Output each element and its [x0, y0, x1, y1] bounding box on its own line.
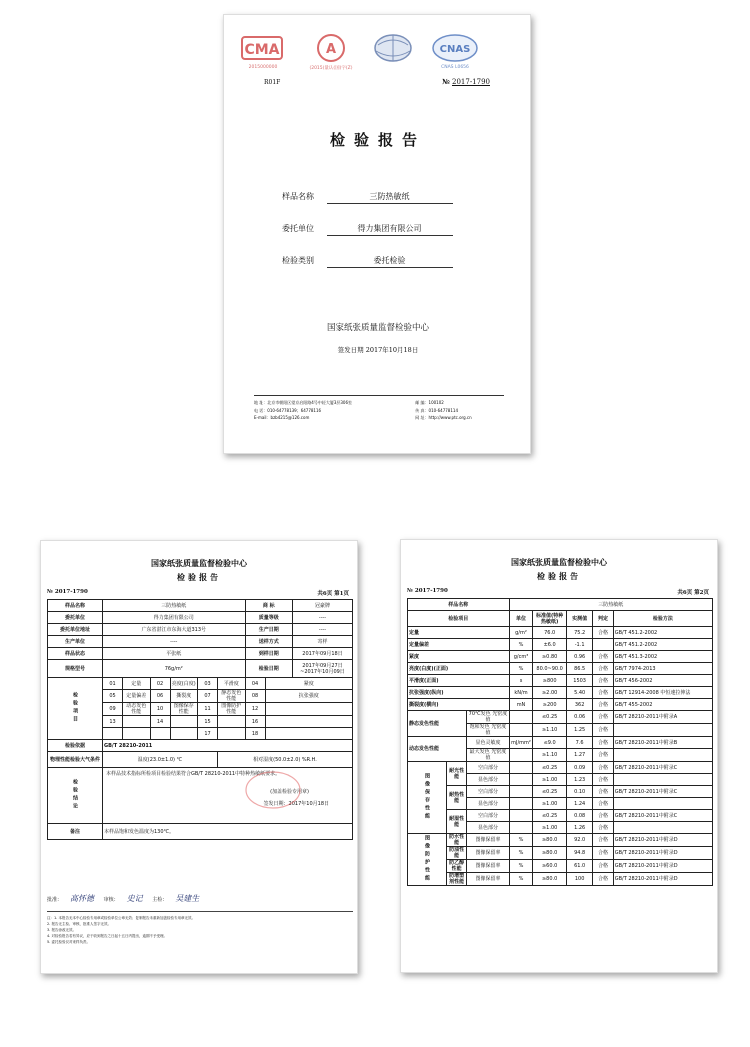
- table-row: 亮度(白度)(正面) % 80.0~90.0 86.5 合格 GB/T 7974-2013: [408, 663, 713, 675]
- report-number-value: 2017-1790: [452, 78, 490, 86]
- table-row: 平滑度(正面) s ≥800 1503 合格 GB/T 456-2002: [408, 675, 713, 687]
- cma-logo: [228, 33, 298, 70]
- signature-line: [47, 893, 353, 904]
- email-line: E-mail：bzb4215@126.com: [254, 415, 310, 420]
- table-row: 显色部分 ≥1.00 1.26 合格: [408, 822, 713, 834]
- table-row: 防增塑剂性能 图像保留率 % ≥80.0 100 合格 GB/T 28210-2011中附录D: [408, 873, 713, 886]
- table-row: 显色部分 ≥1.00 1.23 合格: [408, 774, 713, 786]
- results-table: [407, 598, 713, 886]
- report-page-1: [40, 540, 358, 974]
- tester-label: 主检：: [152, 897, 168, 903]
- field-label: 检验类别: [282, 256, 314, 265]
- table-row: 样品名称 三防热敏纸: [408, 599, 713, 611]
- page-title: 检验报告: [177, 572, 221, 582]
- page-title: 检验报告: [329, 131, 426, 149]
- postcode-line: 邮 编：100102: [415, 400, 444, 405]
- table-row: 样品名称 三防热敏纸 商 标 冠豪牌: [48, 600, 353, 612]
- sign-date: 签发日期：2017年10月18日: [263, 801, 329, 807]
- conclusion-text: 本样品技术指标所检项目检验结果符合GB/T 28210-2011中特种热敏纸要求。: [106, 771, 281, 777]
- approve-label: 批准：: [47, 897, 63, 903]
- report-page-2: [400, 539, 718, 973]
- table-row: 耐湿性能 空白部分 ≤0.25 0.08 合格 GB/T 28210-2011中附录C: [408, 810, 713, 822]
- fax-line: 传 真：010-64778114: [415, 407, 458, 413]
- page-count: 共6页 第2页: [677, 590, 709, 596]
- cover-page: [223, 14, 531, 454]
- page-org: 国家纸张质量监督检验中心: [151, 558, 247, 568]
- field-value: 三防热敏纸: [327, 191, 453, 204]
- table-row: 静态发色性能 70℃发色 光密度值 ≤0.25 0.06 合格 GB/T 28210-2011中附录A: [408, 711, 713, 724]
- tester-signature: 吴建生: [175, 894, 200, 903]
- table-row: 耐热性能 空白部分 ≤0.25 0.10 合格 GB/T 28210-2011中附录C: [408, 786, 713, 798]
- globe-icon: [358, 33, 428, 67]
- item-row: 13 14 15 16: [48, 716, 353, 728]
- test-type-field: [282, 255, 453, 268]
- address-block: [254, 395, 504, 422]
- table-row: 抗张强度(纵向) kN/m ≥2.00 5.40 合格 GB/T 12914-2008 中恒速拉伸法: [408, 687, 713, 699]
- ref-code: R01F: [264, 79, 281, 86]
- field-value: 得力集团有限公司: [327, 223, 453, 236]
- svg-text:A: A: [325, 42, 337, 57]
- items-label-cell: 检验项目: [48, 678, 103, 740]
- address-line: 地 址：北京市朝阳区望京启阳路4号中轻大厦3层306室: [254, 400, 352, 405]
- table-row: 紧度 g/cm³ ≥0.80 0.96 合格 GB/T 451.3-2002: [408, 651, 713, 663]
- table-row: 样品状态 平张纸 到样日期 2017年09月18日: [48, 648, 353, 660]
- info-table: [47, 599, 353, 840]
- stamp-note: (加盖检验专用章): [270, 789, 309, 795]
- table-row: 撕裂度(横向) mN ≥200 362 合格 GB/T 455-2002: [408, 699, 713, 711]
- basis-row: 检验依据 GB/T 28210-2011: [48, 740, 353, 752]
- item-row: 09 动态发色性能 10 图像保存性能 11 图像防护性能 12: [48, 703, 353, 716]
- cma-caption: 2015000000: [248, 65, 278, 70]
- review-signature: 史记: [126, 894, 143, 903]
- table-row: 规格型号 76g/m² 检验日期 2017年09月27日~2017年10月09日: [48, 660, 353, 678]
- table-row: 最大发色 光密度值 ≥1.10 1.27 合格: [408, 749, 713, 762]
- review-label: 审核：: [103, 897, 119, 903]
- table-row: 饱和发色 光密度值 ≥1.10 1.25 合格: [408, 724, 713, 737]
- item-row: 检验项目 01 定量 02 亮度(白度) 03 平滑度 04 紧度: [48, 678, 353, 690]
- cnas-caption: CNAS L0656: [441, 65, 469, 70]
- table-row: 防乙醇性能 图像保留率 % ≥60.0 61.0 合格 GB/T 28210-2011中附录D: [408, 860, 713, 873]
- approve-signature: 高怀德: [70, 894, 95, 903]
- table-row: 定量 g/m² 76.0 75.2 合格 GB/T 451.2-2002: [408, 627, 713, 639]
- field-value: 委托检验: [327, 255, 453, 268]
- item-row: 17 18: [48, 728, 353, 740]
- header-row: 检验项目 单位 标准值(特种热敏纸) 实测值 判定 检验方法: [408, 611, 713, 627]
- table-row: 动态发色性能 显色灵敏度 mJ/mm² ≤9.0 7.6 合格 GB/T 28210-2011中附录B: [408, 737, 713, 749]
- page-count: 共6页 第1页: [317, 591, 349, 597]
- table-row: 图像防护性能 防水性能 图像保留率 % ≥80.0 92.0 合格 GB/T 28210-2011中附录D: [408, 834, 713, 847]
- report-number: [442, 77, 490, 86]
- field-label: 样品名称: [282, 192, 314, 201]
- cal-caption: (2015)量认(国)字(Z): [309, 66, 353, 71]
- client-field: [282, 223, 453, 236]
- cma-logo-text: CMA: [244, 42, 280, 58]
- report-number-prefix: №: [442, 77, 450, 86]
- page-org: 国家纸张质量监督检验中心: [511, 557, 607, 567]
- atmosphere-row: 物理性能检验大气条件 温度(23.0±1.0) ℃ 相对湿度(50.0±2.0) %R.H.: [48, 752, 353, 768]
- table-row: 定量偏差 % ±6.0 -1.1 GB/T 451.2-2002: [408, 639, 713, 651]
- cnas-logo: [420, 33, 490, 70]
- table-row: 委托单位地址 广东省湛江市东海大道313号 生产日期 ----: [48, 624, 353, 636]
- report-number: № 2017-1790: [407, 588, 448, 594]
- table-row: 委托单位 得力集团有限公司 质量等级 ----: [48, 612, 353, 624]
- website-line: 网 址：http://www.ptc.org.cn: [415, 415, 472, 420]
- page-title: 检验报告: [537, 571, 581, 581]
- report-number: № 2017-1790: [47, 589, 88, 595]
- remark-row: 备注 本样品饱和发色温度为130℃。: [48, 824, 353, 840]
- phone-line: 电 话：010-64778139；64778116: [254, 407, 322, 413]
- notes: 注：1. 本报告无本中心检验专用章或检验单位公章无效；复制报告未重新加盖检验专用章无效。 2. 报告无主检、审核、批准人签字无效。 3. 报告涂改无效。 4. 对检验报告若有异议，应于收到报告之日起十五日内提出，逾期不予受理。 5. 委托检验仅对来样负责。: [47, 911, 353, 945]
- table-row: 生产单位 ---- 送样方式 寄样: [48, 636, 353, 648]
- cal-logo: [296, 33, 366, 71]
- table-row: 显色部分 ≥1.00 1.24 合格: [408, 798, 713, 810]
- official-seal-icon: [243, 770, 303, 810]
- sample-name-field: [282, 191, 453, 204]
- certification-logos: [224, 27, 532, 77]
- conclusion-row: 检验结论 本样品技术指标所检项目检验结果符合GB/T 28210-2011中特种热敏纸要求。 (加盖检验专用章) 签发日期：2017年10月18日: [48, 768, 353, 824]
- table-row: 图像保存性能 耐光性能 空白部分 ≤0.25 0.09 合格 GB/T 28210-2011中附录C: [408, 762, 713, 774]
- item-row: 05 定量偏差 06 撕裂度 07 静态发色性能 08 抗张强度: [48, 690, 353, 703]
- cnas-logo-text: CNAS: [439, 44, 471, 55]
- table-row: 防油性能 图像保留率 % ≥80.0 94.8 合格 GB/T 28210-2011中附录D: [408, 847, 713, 860]
- field-label: 委托单位: [282, 224, 314, 233]
- organization: 国家纸张质量监督检验中心: [326, 323, 429, 333]
- issue-date: 签发日期 2017年10月18日: [337, 346, 419, 354]
